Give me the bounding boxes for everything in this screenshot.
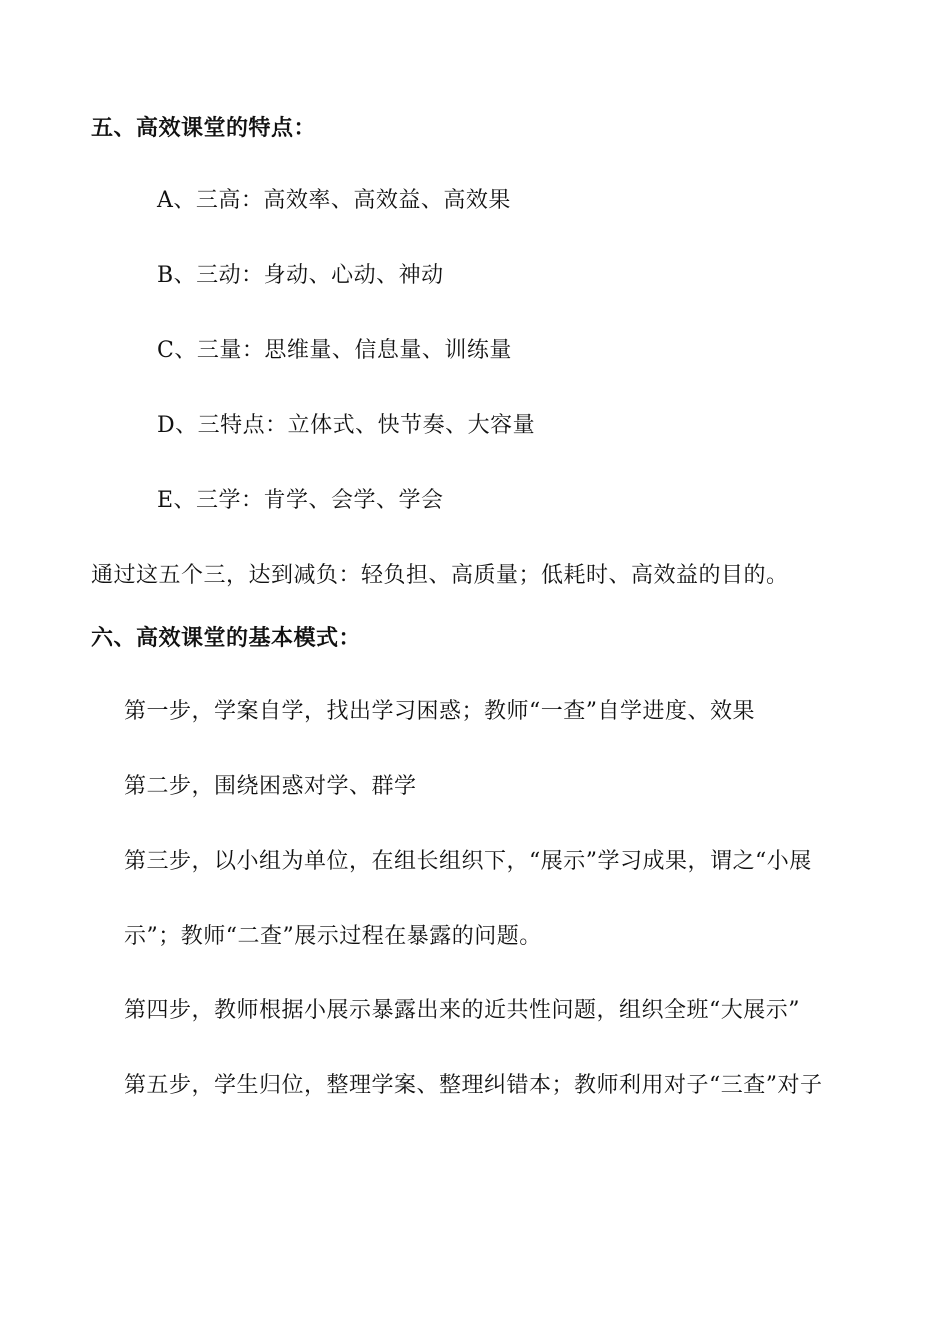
mode-step-4: 第四步，教师根据小展示暴露出来的近共性问题，组织全班“大展示” (124, 998, 800, 1023)
section5-summary: 通过这五个三，达到减负：轻负担、高质量；低耗时、高效益的目的。 (91, 563, 789, 588)
mode-step-3-continued: 示”；教师“二查”展示过程在暴露的问题。 (124, 924, 542, 949)
section-heading-5: 五、高效课堂的特点： (91, 115, 317, 141)
feature-item-a: A、三高：高效率、高效益、高效果 (157, 188, 511, 213)
feature-item-e: E、三学：肯学、会学、学会 (157, 488, 444, 513)
mode-step-5: 第五步，学生归位，整理学案、整理纠错本；教师利用对子“三查”对子 (124, 1073, 823, 1098)
mode-step-2: 第二步，围绕困惑对学、群学 (124, 774, 417, 799)
mode-step-1: 第一步，学案自学，找出学习困惑；教师“一查”自学进度、效果 (124, 699, 755, 724)
feature-item-d: D、三特点：立体式、快节奏、大容量 (157, 413, 536, 438)
section-heading-6: 六、高效课堂的基本模式： (91, 625, 362, 651)
mode-step-3: 第三步，以小组为单位，在组长组织下，“展示”学习成果，谓之“小展 (124, 849, 812, 874)
feature-item-b: B、三动：身动、心动、神动 (157, 263, 444, 288)
feature-item-c: C、三量：思维量、信息量、训练量 (157, 338, 512, 363)
